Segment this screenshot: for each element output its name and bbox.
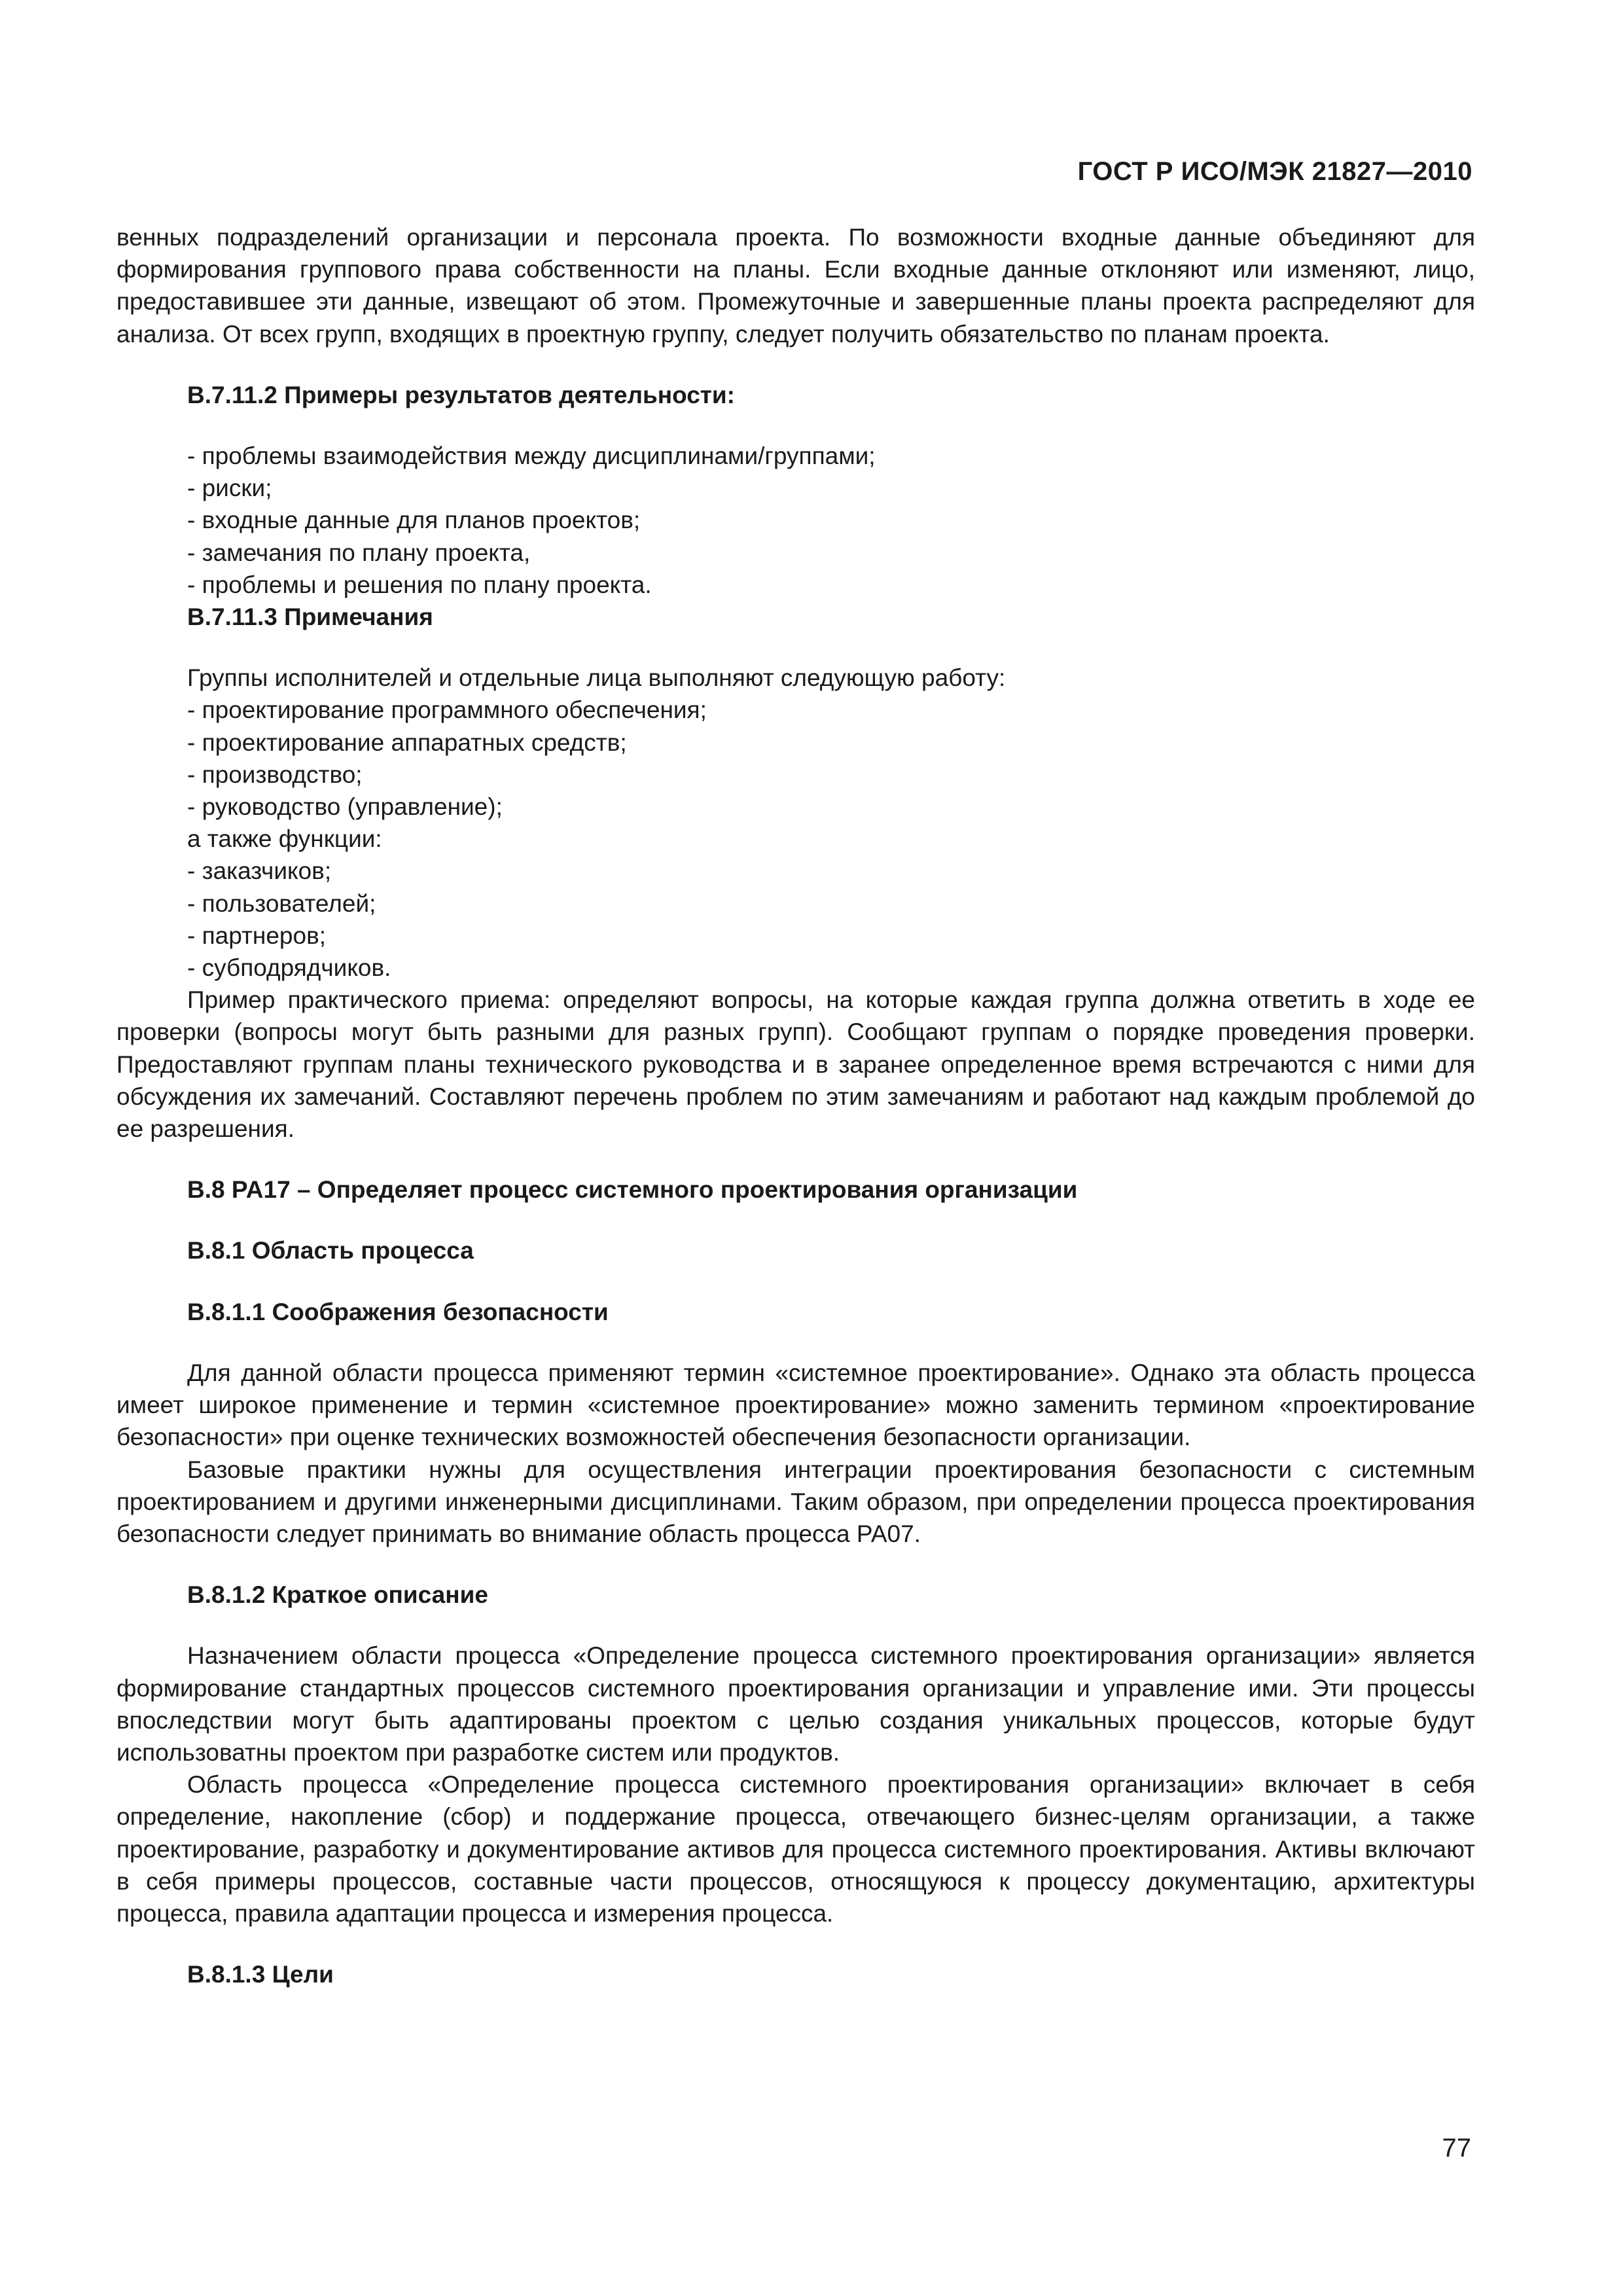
spacer	[116, 633, 1475, 662]
list-item: а также функции:	[187, 825, 382, 853]
list-item: - проблемы и решения по плану проекта.	[187, 571, 652, 598]
paragraph: Базовые практики нужны для осуществления интеграции проектирования безопасности с системным проектированием и другими инженерными дисциплинами. Таким образом, при определении процесса проектирования безопасности следует принимать во внимание область процесса PA07.	[116, 1456, 1475, 1547]
section-heading: В.8 PA17 – Определяет процесс системного проектирования организации	[187, 1176, 1078, 1204]
section-heading: В.7.11.3 Примечания	[187, 603, 433, 631]
paragraph: Область процесса «Определение процесса системного проектирования организации» включает в себя определение, накопление (сбор) и поддержание процесса, отвечающего бизнес-целям организации, а также проектирование, разработку и документирование активов для процесса системного проектирования. Активы включают в себя примеры процессов, составные части процессов, относящуюся к процессу документацию, архитектуры процесса, правила адаптации процесса и измерения процесса.	[116, 1771, 1475, 1927]
section-heading: В.8.1.3 Цели	[187, 1961, 334, 1988]
list-item: - замечания по плану проекта,	[187, 539, 531, 566]
paragraph: Для данной области процесса применяют термин «системное проектирование». Однако эта область процесса имеет широкое применение и термин «системное проектирование» можно заменить термином «проектирование безопасности» при оценке технических возможностей обеспечения безопасности организации.	[116, 1359, 1475, 1451]
spacer	[116, 1550, 1475, 1579]
spacer	[116, 1145, 1475, 1174]
paragraph: Пример практического приема: определяют вопросы, на которые каждая группа должна ответить в ходе ее проверки (вопросы могут быть разными для разных групп). Сообщают группам о порядке проведения проверки. Предоставляют группам планы технического руководства и в заранее определенное время встречаются с ними для обсуждения их замечаний. Составляют перечень проблем по этим замечаниям и работают над каждым проблемой до ее разрешения.	[116, 986, 1475, 1143]
spacer	[116, 1611, 1475, 1640]
page-number: 77	[1442, 2134, 1471, 2162]
list-item: - партнеров;	[187, 922, 327, 949]
spacer	[116, 1328, 1475, 1357]
list-item: - заказчиков;	[187, 857, 332, 885]
spacer	[116, 1929, 1475, 1958]
document-body	[116, 221, 1475, 1990]
list-item: - пользователей;	[187, 889, 376, 917]
spacer	[116, 1206, 1475, 1234]
list-item: Группы исполнителей и отдельные лица выполняют следующую работу:	[187, 664, 1006, 692]
list-item: - входные данные для планов проектов;	[187, 507, 641, 534]
paragraph: Назначением области процесса «Определение процесса системного проектирования организации» является формирование стандартных процессов системного проектирования организации и управление ими. Эти процессы впоследствии могут быть адаптированы проектом с целью создания уникальных процессов, которые будут использоватны проектом при разработке систем или продуктов.	[116, 1642, 1475, 1766]
paragraph: венных подразделений организации и персонала проекта. По возможности входные данные объединяют для формирования группового права собственности на планы. Если входные данные отклоняют или изменяют, лицо, предоставившее эти данные, извещают об этом. Промежуточные и завершенные планы проекта распределяют для анализа. От всех групп, входящих в проектную группу, следует получить обязательство по планам проекта.	[116, 224, 1475, 348]
document-header: ГОСТ Р ИСО/МЭК 21827—2010	[1077, 157, 1472, 186]
section-heading: В.7.11.2 Примеры результатов деятельности:	[187, 381, 735, 408]
spacer	[116, 411, 1475, 440]
list-item: - проектирование аппаратных средств;	[187, 728, 627, 756]
list-item: - риски;	[187, 475, 272, 502]
spacer	[116, 1267, 1475, 1296]
list-item: - проектирование программного обеспечения;	[187, 696, 707, 724]
section-heading: В.8.1.1 Соображения безопасности	[187, 1298, 609, 1325]
list-item: - проблемы взаимодействия между дисциплинами/группами;	[187, 442, 876, 470]
list-item: - руководство (управление);	[187, 793, 503, 821]
list-item: - субподрядчиков.	[187, 954, 391, 982]
section-heading: В.8.1 Область процесса	[187, 1237, 474, 1265]
spacer	[116, 350, 1475, 379]
section-heading: В.8.1.2 Краткое описание	[187, 1581, 488, 1609]
list-item: - производство;	[187, 761, 363, 788]
